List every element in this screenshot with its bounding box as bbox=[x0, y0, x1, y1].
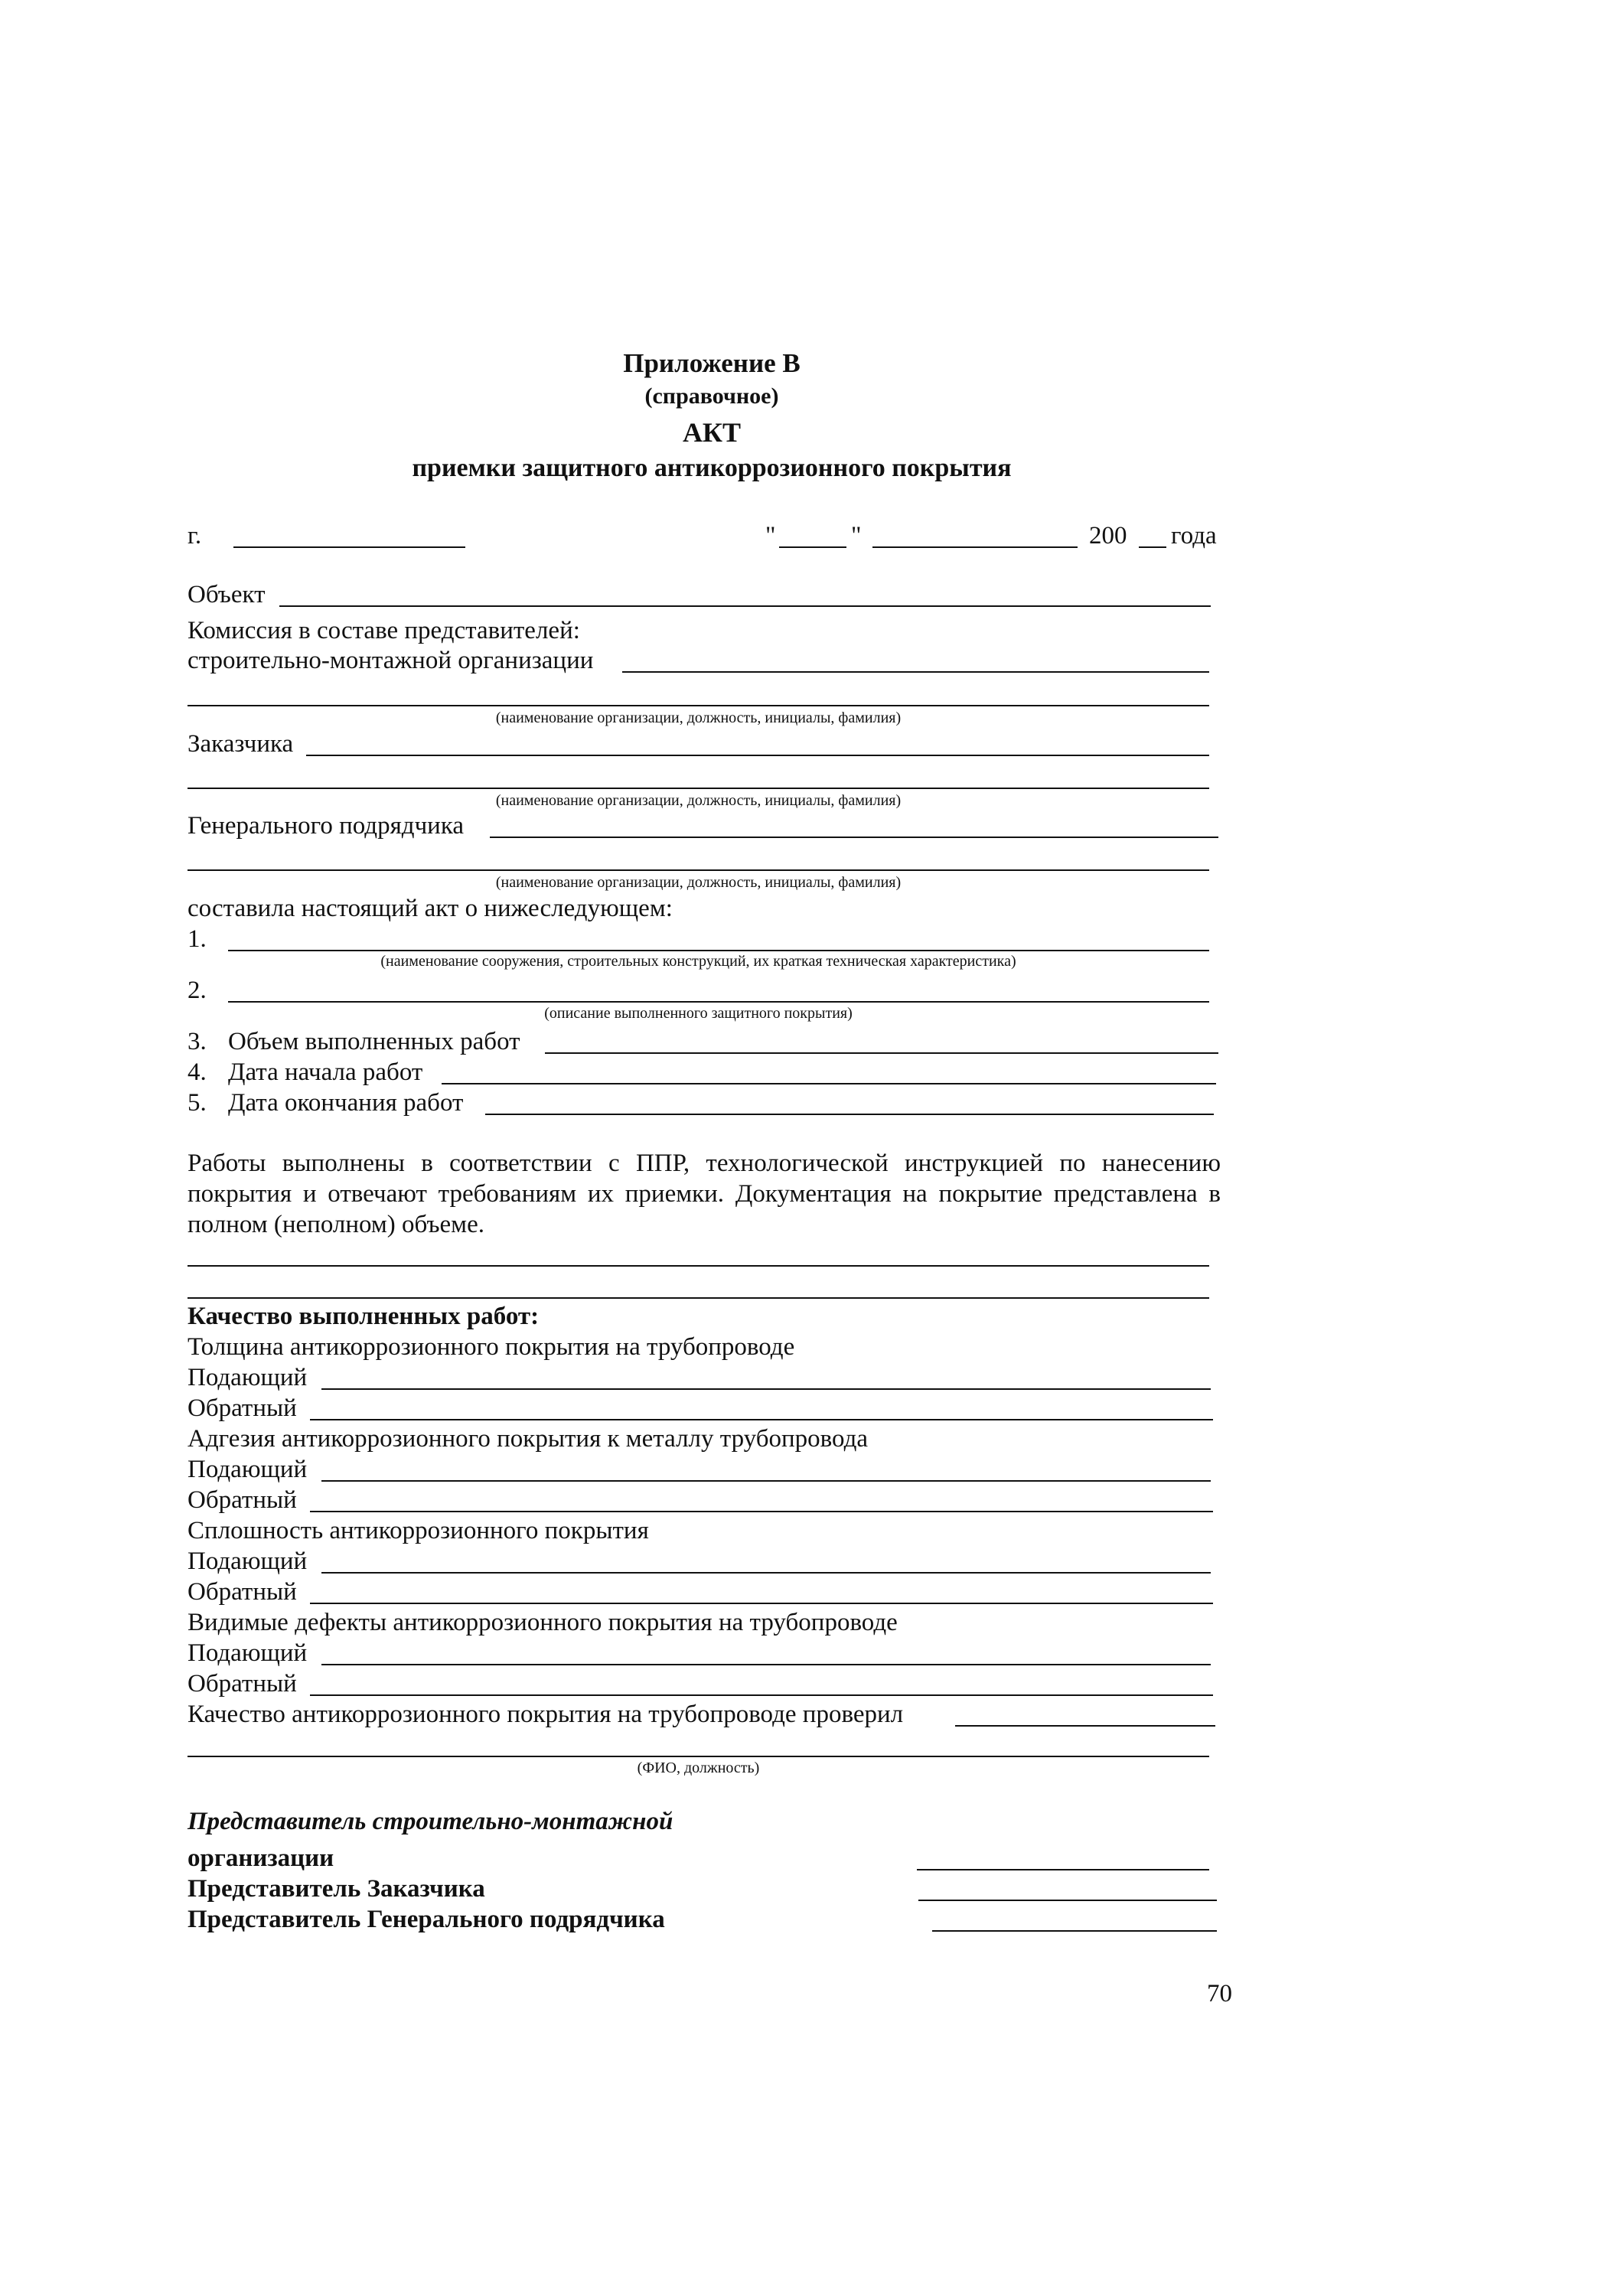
item-5-number: 5. bbox=[188, 1089, 207, 1117]
thickness-supply-field[interactable] bbox=[321, 1388, 1211, 1390]
composed-text: составила настоящий акт о нижеследующем: bbox=[188, 895, 673, 922]
item-5-label: Дата окончания работ bbox=[228, 1089, 464, 1117]
thickness-return-label: Обратный bbox=[188, 1394, 297, 1422]
continuity-supply-label: Подающий bbox=[188, 1548, 308, 1575]
quote-open: " bbox=[765, 522, 776, 550]
customer-field-2[interactable] bbox=[188, 788, 1209, 789]
month-field[interactable] bbox=[872, 546, 1078, 548]
page-number: 70 bbox=[1207, 1980, 1232, 2007]
thickness-supply-label: Подающий bbox=[188, 1364, 308, 1391]
year-prefix: 200 bbox=[1089, 522, 1127, 550]
city-prefix: г. bbox=[188, 522, 202, 550]
gc-field[interactable] bbox=[490, 837, 1218, 838]
quote-close: " bbox=[851, 522, 862, 550]
item-3-label: Объем выполненных работ bbox=[228, 1028, 520, 1055]
smo-label: строительно-монтажной организации bbox=[188, 647, 594, 674]
gc-field-2[interactable] bbox=[188, 869, 1209, 871]
conformity-paragraph: Работы выполнены в соответствии с ППР, технологической инструкцией по нанесению покрытия и отвечают требованиям их приемки. Документация на покрытие представлена в полном (неполном) объеме. bbox=[188, 1150, 1221, 1238]
act-title: АКТ bbox=[682, 417, 742, 448]
item-4-field[interactable] bbox=[442, 1083, 1216, 1084]
continuity-return-field[interactable] bbox=[310, 1603, 1213, 1604]
smo-field[interactable] bbox=[622, 671, 1209, 673]
customer-caption: (наименование организации, должность, инициалы, фамилия) bbox=[495, 792, 902, 809]
gc-caption: (наименование организации, должность, инициалы, фамилия) bbox=[495, 874, 902, 891]
item-3-number: 3. bbox=[188, 1028, 207, 1055]
gc-label: Генерального подрядчика bbox=[188, 812, 465, 840]
item-4-number: 4. bbox=[188, 1058, 207, 1086]
checked-label: Качество антикоррозионного покрытия на трубопроводе проверил bbox=[188, 1701, 904, 1728]
adhesion-supply-label: Подающий bbox=[188, 1456, 308, 1483]
gc-rep-signature[interactable] bbox=[932, 1930, 1217, 1932]
continuity-return-label: Обратный bbox=[188, 1578, 297, 1606]
notes-line-1[interactable] bbox=[188, 1265, 1209, 1267]
continuity-label: Сплошность антикоррозионного покрытия bbox=[188, 1517, 649, 1544]
smo-caption: (наименование организации, должность, инициалы, фамилия) bbox=[495, 709, 902, 726]
item-2-number: 2. bbox=[188, 977, 207, 1004]
checked-field[interactable] bbox=[955, 1725, 1215, 1727]
adhesion-return-label: Обратный bbox=[188, 1486, 297, 1514]
object-field[interactable] bbox=[279, 605, 1211, 607]
appendix-note: (справочное) bbox=[644, 383, 779, 409]
act-subtitle: приемки защитного антикоррозионного покрытия bbox=[412, 454, 1012, 482]
smo-rep-label-2: организации bbox=[188, 1844, 334, 1872]
item-1-caption: (наименование сооружения, строительных конструкций, их краткая техническая характеристика) bbox=[380, 953, 1016, 970]
quality-heading: Качество выполненных работ: bbox=[188, 1303, 540, 1330]
day-field[interactable] bbox=[779, 546, 846, 548]
item-2-field[interactable] bbox=[228, 1001, 1209, 1003]
city-field[interactable] bbox=[233, 546, 465, 548]
commission-label: Комиссия в составе представителей: bbox=[188, 617, 580, 644]
defects-return-field[interactable] bbox=[310, 1694, 1213, 1696]
smo-rep-label: Представитель строительно-монтажной bbox=[188, 1808, 673, 1835]
continuity-supply-field[interactable] bbox=[321, 1572, 1211, 1574]
customer-rep-signature[interactable] bbox=[918, 1900, 1217, 1901]
item-3-field[interactable] bbox=[545, 1052, 1218, 1054]
customer-label: Заказчика bbox=[188, 730, 294, 758]
smo-field-2[interactable] bbox=[188, 705, 1209, 706]
adhesion-return-field[interactable] bbox=[310, 1511, 1213, 1512]
notes-line-2[interactable] bbox=[188, 1297, 1209, 1299]
item-4-label: Дата начала работ bbox=[228, 1058, 423, 1086]
customer-rep-label: Представитель Заказчика bbox=[188, 1875, 485, 1903]
appendix-title: Приложение В bbox=[623, 348, 801, 378]
item-1-number: 1. bbox=[188, 925, 207, 953]
item-1-field[interactable] bbox=[228, 950, 1209, 951]
thickness-label: Толщина антикоррозионного покрытия на трубопроводе bbox=[188, 1333, 795, 1361]
checked-field-2[interactable] bbox=[188, 1756, 1209, 1757]
defects-return-label: Обратный bbox=[188, 1670, 297, 1698]
defects-label: Видимые дефекты антикоррозионного покрытия на трубопроводе bbox=[188, 1609, 898, 1636]
defects-supply-field[interactable] bbox=[321, 1664, 1211, 1665]
adhesion-label: Адгезия антикоррозионного покрытия к металлу трубопровода bbox=[188, 1425, 869, 1453]
year-suffix: года bbox=[1171, 522, 1217, 550]
item-5-field[interactable] bbox=[485, 1114, 1214, 1115]
item-2-caption: (описание выполненного защитного покрытия) bbox=[544, 1005, 853, 1022]
smo-rep-signature[interactable] bbox=[917, 1869, 1209, 1870]
year-field[interactable] bbox=[1139, 546, 1166, 548]
adhesion-supply-field[interactable] bbox=[321, 1480, 1211, 1482]
defects-supply-label: Подающий bbox=[188, 1639, 308, 1667]
object-label: Объект bbox=[188, 581, 266, 608]
customer-field[interactable] bbox=[306, 755, 1209, 756]
thickness-return-field[interactable] bbox=[310, 1419, 1213, 1420]
gc-rep-label: Представитель Генерального подрядчика bbox=[188, 1906, 665, 1933]
fio-caption: (ФИО, должность) bbox=[637, 1760, 760, 1776]
